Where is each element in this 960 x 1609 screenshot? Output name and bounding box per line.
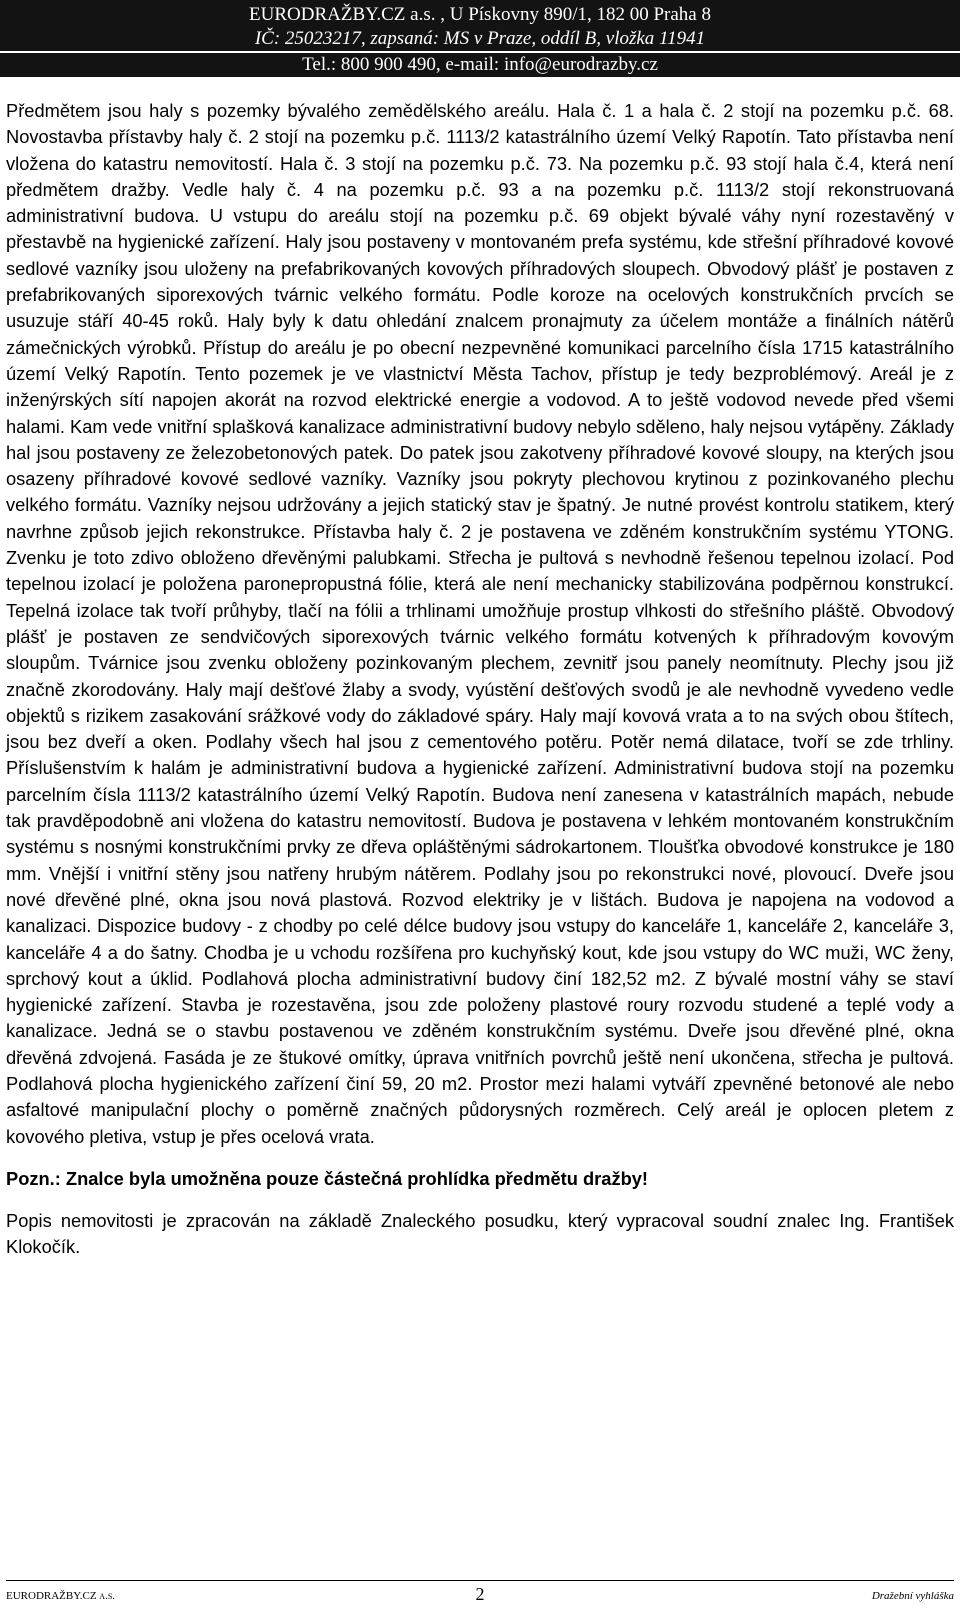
source-statement-paragraph: Popis nemovitosti je zpracován na základě Znaleckého posudku, který vypracoval soudní znalec Ing. František Klokočík. — [6, 1210, 954, 1258]
page-footer — [0, 1580, 960, 1609]
letterhead-registration-line: IČ: 25023217, zapsaná: MS v Praze, oddíl B, vložka 11941 — [254, 28, 706, 49]
inspection-note: Pozn.: Znalce byla umožněna pouze částečná prohlídka předmětu dražby! — [6, 1167, 649, 1189]
letterhead-company-line: EURODRAŽBY.CZ a.s. , U Pískovny 890/1, 182 00 Praha 8 — [249, 4, 711, 25]
page-number: 2 — [475, 1584, 485, 1604]
footer-divider — [6, 1580, 954, 1581]
letterhead-contact-line: Tel.: 800 900 490, e-mail: info@eurodrazby.cz — [302, 54, 658, 75]
property-description-paragraph: Předmětem jsou haly s pozemky bývalého zemědělského areálu. Hala č. 1 a hala č. 2 stojí na pozemku p.č. 68. Novostavba přístavby haly č. 2 stojí na pozemku p.č. 1113/2 katastrálního území Velký Rapotín. Tato přístavba není vložena do katastru nemovitostí. Hala č. 3 stojí na pozemku p.č. 73. Na pozemku p.č. 93 stojí hala č.4, která není předmětem dražby. Vedle haly č. 4 na pozemku p.č. 93 a na pozemku p.č. 1113/2 stojí rekonstruovaná administrativní budova. U vstupu do areálu stojí na pozemku p.č. 69 objekt bývalé váhy nyní rozestavěný v přestavbě na hygienické zařízení. Haly jsou postaveny v montovaném prefa systému, kde střešní příhradové kovové sedlové vazníky jsou uloženy na prefabrikovaných kovových příhradových sloupech. Obvodový plášť je postaven z prefabrikovaných siporexových tvárnic velkého formátu. Podle koroze na ocelových konstrukčních prvcích se usuzuje stáří 40-45 roků. Haly byly k datu ohledání znalcem pronajmuty za účelem montáže a finálních nátěrů zámečnických výrobků. Přístup do areálu je po obecní nezpevněné komunikaci parcelního čísla 1715 katastrálního území Velký Rapotín. Tento pozemek je ve vlastnictví Města Tachov, přístup je tedy bezproblémový. Areál je z inženýrských sítí napojen akorát na rozvod elektrické energie a vodovod. A to ještě vodovod nevede před všemi halami. Kam vede vnitřní splašková kanalizace administrativní budovy nebylo sděleno, haly nejsou vytápěny. Základy hal jsou postaveny ze železobetonových patek. Do patek jsou zakotveny příhradové kovové sloupy, na kterých jsou osazeny příhradové kovové sedlové vazníky. Vazníky jsou pokryty plechovou krytinou z pozinkovaného plechu velkého formátu. Vazníky nejsou udržovány a jejich statický stav je špatný. Je nutné provést kontrolu statikem, který navrhne způsob jejich rekonstrukce. Přístavba haly č. 2 je postavena ve zděném konstrukčním systému YTONG. Zvenku je toto zdivo obloženo dřevěnými palubkami. Střecha je pultová s nevhodně řešenou tepelnou izolací. Pod tepelnou izolací je položena paronepropustná fólie, která ale není mechanicky stabilizována podpěrnou konstrukcí. Tepelná izolace tak tvoří průhyby, tlačí na fólii a trhlinami umožňuje prostup vlhkosti do střešního pláště. Obvodový plášť je postaven ze sendvičových siporexových tvárnic velkého formátu kotvených k příhradovým kovovým sloupům. Tvárnice jsou zvenku obloženy pozinkovaným plechem, zevnitř jsou panely neomítnuty. Plechy jsou již značně zkorodovány. Haly mají dešťové žlaby a svody, vyústění dešťových svodů je ale nevhodně vyvedeno vedle objektů s rizikem zasakování srážkové vody do základové spáry. Haly mají kovová vrata a to na svých obou štítech, jsou bez dveří a oken. Podlahy všech hal jsou z cementového potěru. Potěr nemá dilatace, tvoří se zde trhliny. Příslušenstvím k halám je administrativní budova a hygienické zařízení. Administrativní budova stojí na pozemku parcelním čísla 1113/2 katastrálního území Velký Rapotín. Budova není zanesena v katastrálních mapách, nebude tak pravděpodobně ani vložena do katastru nemovitostí. Budova je postavena v lehkém montovaném konstrukčním systému s nosnými konstrukčními prvky ze dřeva opláštěnými sádrokartonem. Tloušťka obvodové konstrukce je 180 mm. Vnější i vnitřní stěny jsou natřeny hrubým nátěrem. Podlahy jsou po rekonstrukci nové, plovoucí. Dveře jsou nové dřevěné plné, okna jsou nová plastová. Rozvod elektriky je v lištách. Budova je napojena na vodovod a kanalizaci. Dispozice budovy - z chodby po celé délce budovy jsou vstupy do kanceláře 1, kanceláře 2, kanceláře 3, kanceláře 4 a do šatny. Chodba je u vchodu rozšířena pro kuchyňský kout, kde jsou vstupy do WC muži, WC ženy, sprchový kout a úklid. Podlahová plocha administrativní budovy činí 182,52 m2. Z bývalé mostní váhy se staví hygienické zařízení. Stavba je rozestavěna, jsou zde položeny plastové roury rozvodu studené a teplé vody a kanalizace. Jedná se o stavbu postavenou ve zděném konstrukčním systému. Dveře jsou dřevěné plné, okna dřevěná zdvojená. Fasáda je ze štukové omítky, úprava vnitřních povrchů ještě není ukončena, střecha je pultová. Podlahová plocha hygienického zařízení činí 59, 20 m2. Prostor mezi halami vytváří zpevněné betonové ale nebo asfaltové manipulační plochy o poměrně značných půdorysných rozměrech. Celý areál je oplocen pletem z kovového pletiva, vstup je přes ocelová vrata. — [6, 100, 954, 1147]
document-body — [6, 98, 954, 1261]
footer-document-type: Dražební vyhláška — [871, 1590, 954, 1602]
footer-company: EURODRAŽBY.CZ a.s. — [6, 1590, 116, 1602]
letterhead — [0, 0, 960, 77]
